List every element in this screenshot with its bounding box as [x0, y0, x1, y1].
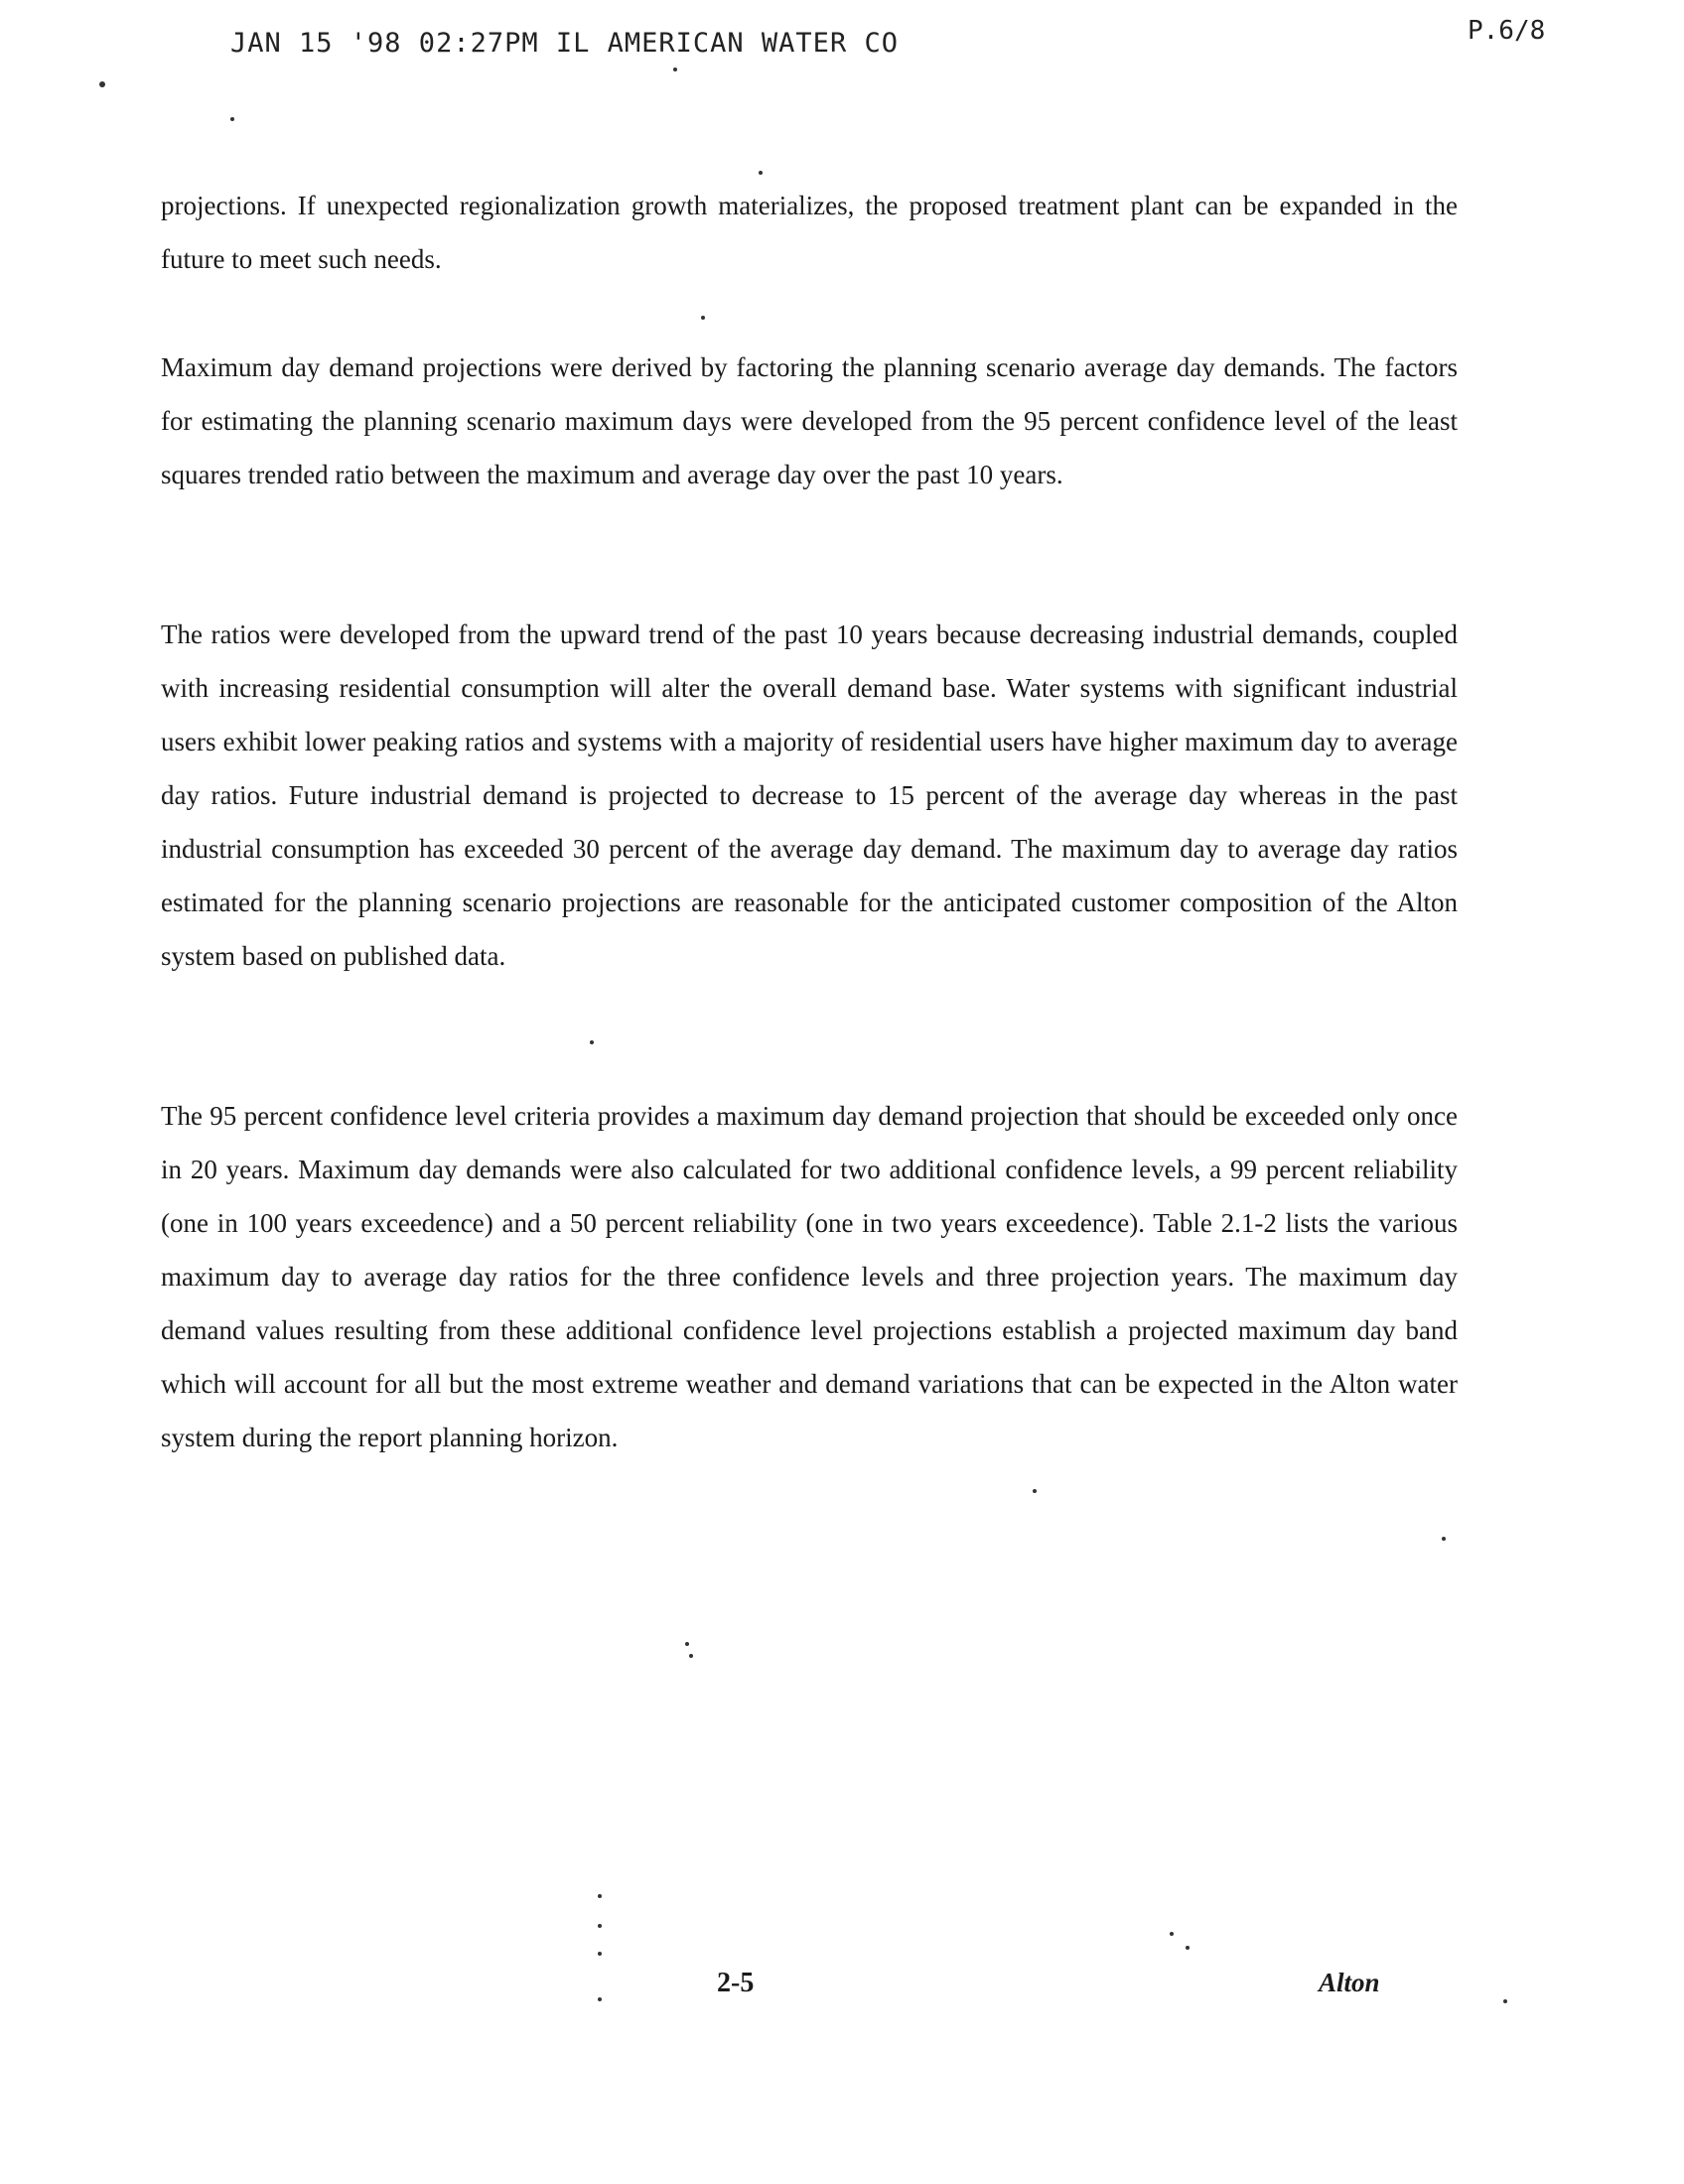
- scan-speck: [230, 117, 234, 121]
- scan-speck: [1170, 1932, 1174, 1936]
- fax-header: JAN 15 '98 02:27PM IL AMERICAN WATER CO: [230, 28, 899, 59]
- scan-speck: [598, 1952, 602, 1956]
- scan-speck: [598, 1924, 602, 1928]
- footer-document-name: Alton: [1319, 1968, 1380, 1997]
- footer-page-number: 2-5: [717, 1968, 755, 1998]
- scan-speck: [99, 81, 105, 87]
- paragraph-2: Maximum day demand projections were derived by factoring the planning scenario average day demands. The factors for estimating the planning scenario maximum days were developed from the 95 percent confidence level of the least squares trended ratio between the maximum and average day over the past 10 years.: [161, 352, 1458, 489]
- scan-speck: [1186, 1946, 1190, 1950]
- scan-speck: [598, 1894, 602, 1898]
- scan-speck: [1442, 1537, 1446, 1541]
- scan-speck: [673, 68, 677, 71]
- page-mark: P.6/8: [1468, 16, 1546, 46]
- paragraph-3: The ratios were developed from the upward trend of the past 10 years because decreasing industrial demands, coupled with increasing residential consumption will alter the overall demand base. Water systems with significant industrial users exhibit lower peaking ratios and systems with a majority of residential users have higher maximum day to average day ratios. Future industrial demand is projected to decrease to 15 percent of the average day whereas in the past industrial consumption has exceeded 30 percent of the average day demand. The maximum day to average day ratios estimated for the planning scenario projections are reasonable for the anticipated customer composition of the Alton system based on published data.: [161, 619, 1458, 971]
- scan-speck: [1033, 1489, 1037, 1493]
- scan-speck: [1503, 1999, 1507, 2003]
- paragraph-1: projections. If unexpected regionalization growth materializes, the proposed treatment plant can be expanded in the future to meet such needs.: [161, 191, 1458, 274]
- scan-speck: [590, 1040, 594, 1044]
- paragraph-4: The 95 percent confidence level criteria provides a maximum day demand projection that should be exceeded only once in 20 years. Maximum day demands were also calculated for two additional confidence levels, a 99 percent reliability (one in 100 years exceedence) and a 50 percent reliability (one in two years exceedence). Table 2.1-2 lists the various maximum day to average day ratios for the three confidence levels and three projection years. The maximum day demand values resulting from these additional confidence level projections establish a projected maximum day band which will account for all but the most extreme weather and demand variations that can be expected in the Alton water system during the report planning horizon.: [161, 1101, 1458, 1452]
- scan-speck: [759, 171, 763, 175]
- scan-speck: [701, 316, 705, 320]
- scan-speck: [685, 1642, 689, 1646]
- scan-speck: [689, 1654, 693, 1658]
- scan-speck: [598, 1997, 602, 2001]
